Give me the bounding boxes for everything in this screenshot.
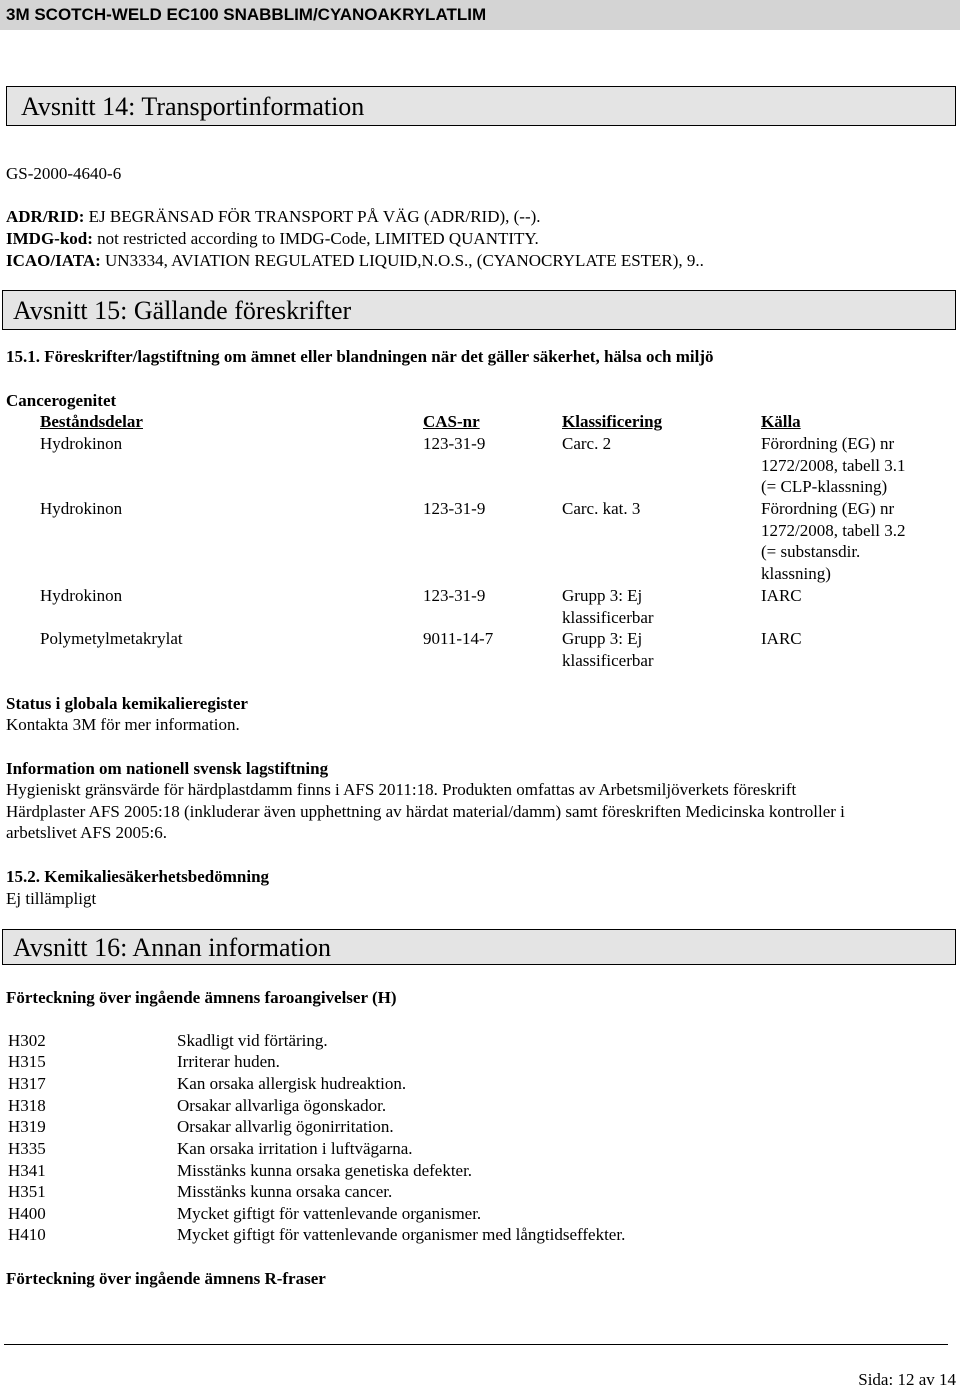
col-header-ingredients: Beståndsdelar <box>40 412 143 431</box>
cell-line: Förordning (EG) nr <box>761 499 895 518</box>
subsection-15-1-title: 15.1. Föreskrifter/lagstiftning om ämnet eller blandningen när det gäller säkerhet, hälsa och miljö <box>6 347 714 366</box>
cell-source <box>761 433 905 498</box>
hazard-text: Skadligt vid förtäring. <box>177 1031 328 1050</box>
imdg-label: IMDG-kod: <box>6 229 93 248</box>
cell-line: Carc. 2 <box>562 434 612 453</box>
adr-label: ADR/RID: <box>6 207 85 226</box>
cell-line: klassificerbar <box>562 607 654 627</box>
cell-classification <box>562 585 654 628</box>
hazard-code: H335 <box>8 1139 46 1158</box>
cell-source <box>761 628 802 650</box>
hazard-text: Kan orsaka allergisk hudreaktion. <box>177 1074 407 1093</box>
hazard-statements-title: Förteckning över ingående ämnens faroangivelser (H) <box>6 988 397 1007</box>
r-phrases-title: Förteckning över ingående ämnens R-fraser <box>6 1269 326 1288</box>
hazard-text: Kan orsaka irritation i luftvägarna. <box>177 1139 413 1158</box>
cell-line: 1272/2008, tabell 3.1 <box>761 455 906 475</box>
hazard-code: H317 <box>8 1074 46 1093</box>
cell-line: (= substansdir. <box>761 542 861 561</box>
hazard-code: H319 <box>8 1117 46 1136</box>
cell-line: Förordning (EG) nr <box>761 434 895 453</box>
col-header-source: Källa <box>761 412 801 431</box>
cell-line: klassificerbar <box>562 650 654 670</box>
icao-value: UN3334, AVIATION REGULATED LIQUID,N.O.S., (CYANOCRYLATE ESTER), 9.. <box>100 251 704 270</box>
subsection-15-2-text: Ej tillämpligt <box>6 889 97 908</box>
text-line: Härdplaster AFS 2005:18 (inkluderar även upphettning av härdat material/damm) samt föreskriften Medicinska kontroller i <box>6 801 845 821</box>
icao-label: ICAO/IATA: <box>6 251 101 270</box>
national-law-text <box>6 779 845 844</box>
text-line: Hygieniskt gränsvärde för härdplastdamm finns i AFS 2011:18. Produkten omfattas av Arbetsmiljöverkets föreskrift <box>6 780 797 799</box>
hazard-text: Irriterar huden. <box>177 1052 280 1071</box>
hazard-text: Misstänks kunna orsaka cancer. <box>177 1182 393 1201</box>
cell-line: 1272/2008, tabell 3.2 <box>761 520 906 540</box>
carcinogenicity-title: Cancerogenitet <box>6 391 117 410</box>
hazard-text: Mycket giftigt för vattenlevande organismer. <box>177 1204 482 1223</box>
hazard-code: H315 <box>8 1052 46 1071</box>
cell-line: IARC <box>761 629 802 648</box>
cell-classification <box>562 628 654 671</box>
imdg-line <box>6 228 539 250</box>
hazard-code: H400 <box>8 1204 46 1223</box>
hazard-text: Orsakar allvarliga ögonskador. <box>177 1096 387 1115</box>
text-line: arbetslivet AFS 2005:6. <box>6 823 168 842</box>
cell-ingredient: Hydrokinon <box>40 499 123 518</box>
hazard-code: H351 <box>8 1182 46 1201</box>
icao-line <box>6 250 704 272</box>
section-15-heading: Avsnitt 15: Gällande föreskrifter <box>2 290 956 330</box>
cell-line: Grupp 3: Ej <box>562 629 643 648</box>
footer-divider <box>4 1344 948 1345</box>
section-14-heading: Avsnitt 14: Transportinformation <box>6 86 956 126</box>
subsection-15-2-title: 15.2. Kemikaliesäkerhetsbedömning <box>6 867 270 886</box>
cell-source <box>761 585 802 607</box>
cell-classification <box>562 433 611 455</box>
hazard-code: H318 <box>8 1096 46 1115</box>
hazard-code: H410 <box>8 1225 46 1244</box>
adr-line <box>6 206 541 228</box>
cell-cas: 123-31-9 <box>423 434 486 453</box>
global-registry-title: Status i globala kemikalieregister <box>6 694 248 713</box>
section-16-heading: Avsnitt 16: Annan information <box>2 929 956 965</box>
cell-line: Carc. kat. 3 <box>562 499 641 518</box>
cell-ingredient: Hydrokinon <box>40 434 123 453</box>
global-registry-text: Kontakta 3M för mer information. <box>6 715 240 734</box>
cell-ingredient: Hydrokinon <box>40 586 123 605</box>
cell-line: IARC <box>761 586 802 605</box>
document-title: 3M SCOTCH-WELD EC100 SNABBLIM/CYANOAKRYLATLIM <box>0 0 960 30</box>
cell-source <box>761 498 905 584</box>
cell-cas: 123-31-9 <box>423 499 486 518</box>
col-header-cas: CAS-nr <box>423 412 480 431</box>
hazard-text: Misstänks kunna orsaka genetiska defekter. <box>177 1161 473 1180</box>
page-number: Sida: 12 av 14 <box>858 1370 956 1389</box>
hazard-code: H302 <box>8 1031 46 1050</box>
cell-cas: 123-31-9 <box>423 586 486 605</box>
hazard-text: Orsakar allvarlig ögonirritation. <box>177 1117 394 1136</box>
hazard-code: H341 <box>8 1161 46 1180</box>
cell-line: klassning) <box>761 563 831 583</box>
imdg-value: not restricted according to IMDG-Code, LIMITED QUANTITY. <box>92 229 539 248</box>
cell-cas: 9011-14-7 <box>423 629 494 648</box>
cell-classification <box>562 498 640 520</box>
col-header-classification: Klassificering <box>562 412 663 431</box>
national-law-title: Information om nationell svensk lagstiftning <box>6 759 329 778</box>
cell-ingredient: Polymetylmetakrylat <box>40 629 183 648</box>
adr-value: EJ BEGRÄNSAD FÖR TRANSPORT PÅ VÄG (ADR/RID), (--). <box>84 207 541 226</box>
hazard-text: Mycket giftigt för vattenlevande organismer med långtidseffekter. <box>177 1225 626 1244</box>
cell-line: Grupp 3: Ej <box>562 586 643 605</box>
product-code: GS-2000-4640-6 <box>6 164 122 183</box>
cell-line: (= CLP-klassning) <box>761 477 888 496</box>
